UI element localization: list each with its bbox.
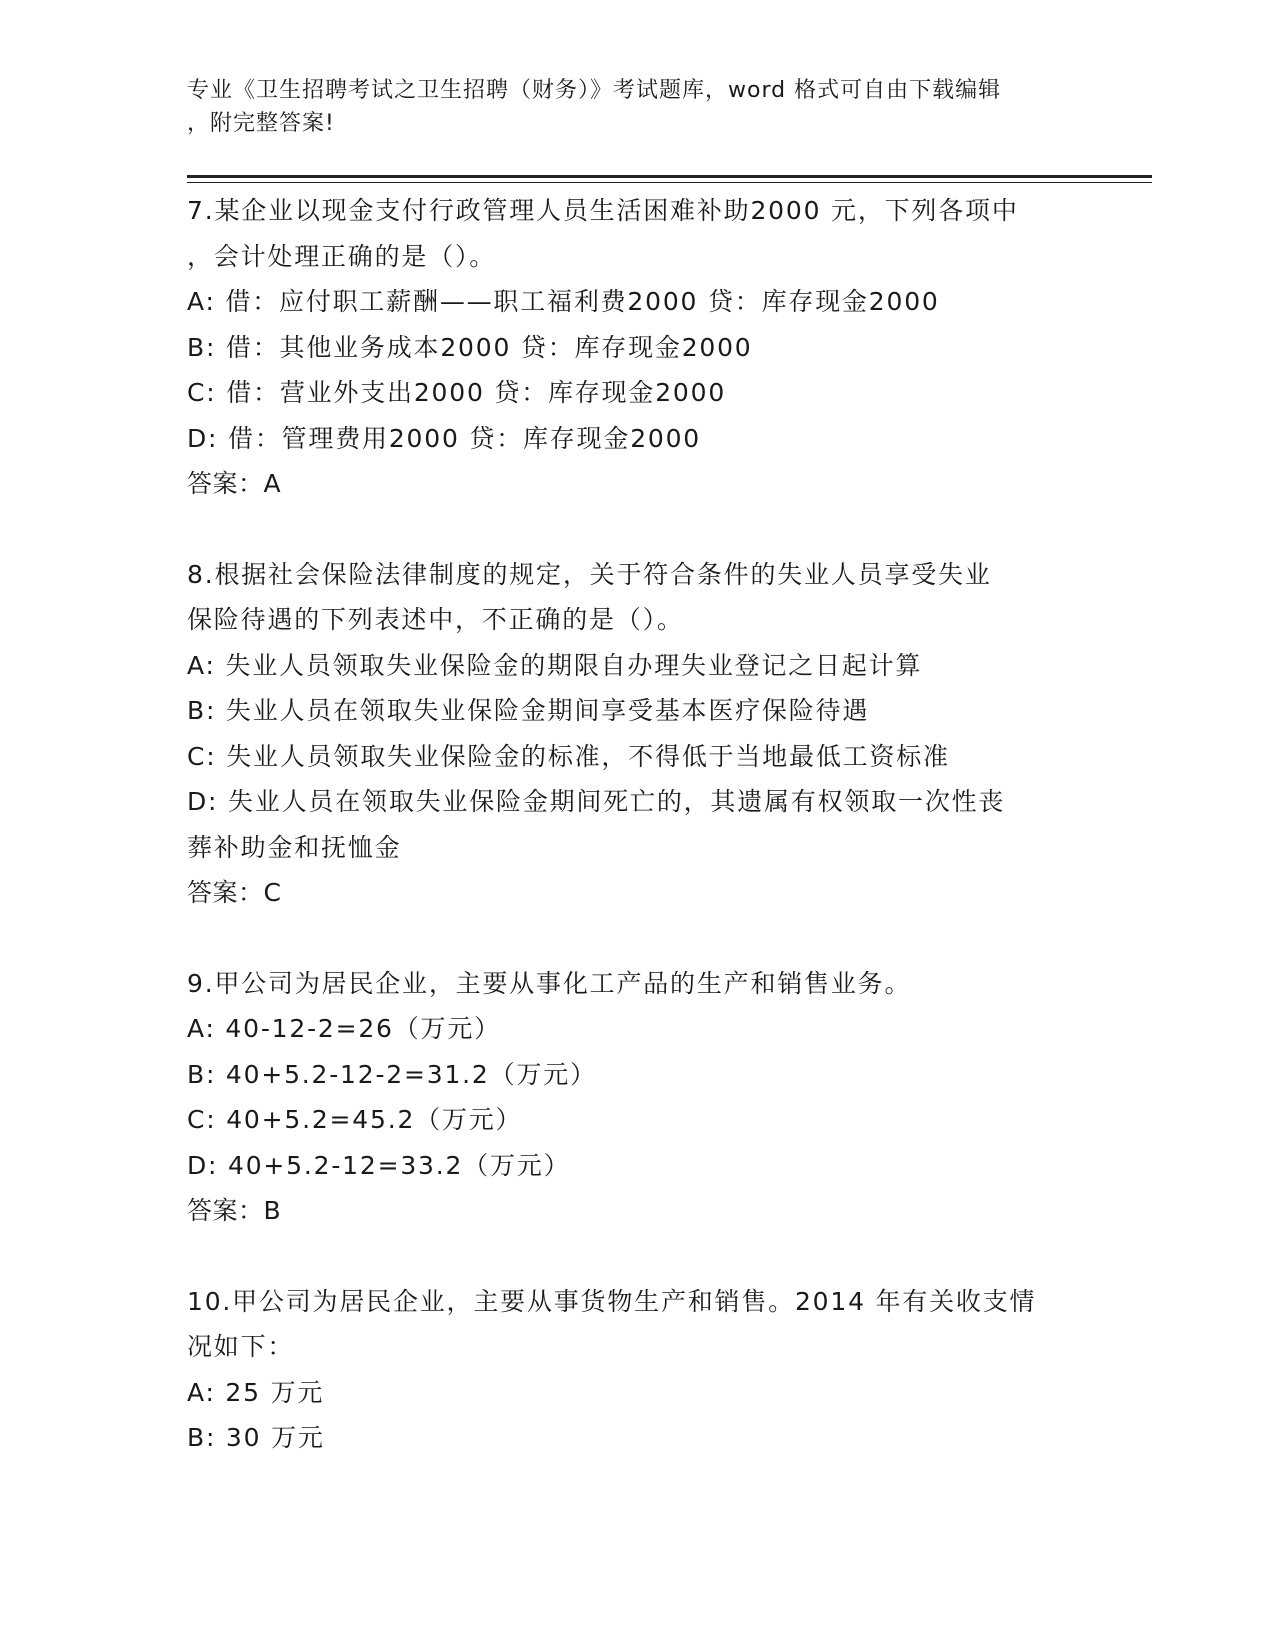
question-9 [187,961,1087,1234]
question-list [187,188,1087,1506]
option-d-continuation: 葬补助金和抚恤金 [187,832,402,862]
question-stem-line: 况如下： [187,1332,295,1361]
option-d: D: 借：管理费用2000 贷：库存现金2000 [187,423,702,453]
answer: 答案：B [187,1196,282,1225]
document-header [187,74,1087,140]
option-a: A: 借：应付职工薪酬——职工福利费2000 贷：库存现金2000 [187,287,940,316]
option-c: C: 40+5.2=45.2（万元） [187,1105,523,1134]
question-stem-line: ，会计处理正确的是（）。 [187,241,497,271]
question-8 [187,552,1087,916]
header-line-1: 专业《卫生招聘考试之卫生招聘（财务）》考试题库，word 格式可自由下载编辑 [187,78,1002,103]
option-b: B: 借：其他业务成本2000 贷：库存现金2000 [187,332,753,362]
answer: 答案：C [187,878,282,907]
question-stem-line: 保险待遇的下列表述中，不正确的是（）。 [187,605,684,634]
question-stem-line: 8.根据社会保险法律制度的规定，关于符合条件的失业人员享受失业 [187,559,992,589]
header-line-2: ，附完整答案! [187,111,335,136]
answer: 答案：A [187,469,282,498]
option-a: A: 40-12-2=26（万元） [187,1014,501,1043]
question-7 [187,188,1087,507]
option-b: B: 30 万元 [187,1423,325,1452]
option-a: A: 25 万元 [187,1377,325,1407]
question-stem-line: 10.甲公司为居民企业，主要从事货物生产和销售。2014 年有关收支情 [187,1286,1037,1316]
question-stem-line: 7.某企业以现金支付行政管理人员生活困难补助2000 元，下列各项中 [187,196,1019,225]
option-c: C: 失业人员领取失业保险金的标准，不得低于当地最低工资标准 [187,741,950,771]
question-10 [187,1279,1087,1461]
option-a: A: 失业人员领取失业保险金的期限自办理失业登记之日起计算 [187,650,923,680]
question-stem-line: 9.甲公司为居民企业，主要从事化工产品的生产和销售业务。 [187,968,912,998]
option-d: D: 失业人员在领取失业保险金期间死亡的，其遗属有权领取一次性丧 [187,787,1006,816]
option-c: C: 借：营业外支出2000 贷：库存现金2000 [187,378,727,407]
header-divider-thick [187,175,1152,178]
option-d: D: 40+5.2-12=33.2（万元） [187,1150,571,1180]
header-divider-thin [187,182,1152,183]
option-b: B: 失业人员在领取失业保险金期间享受基本医疗保险待遇 [187,696,870,725]
option-b: B: 40+5.2-12-2=31.2（万元） [187,1059,597,1089]
